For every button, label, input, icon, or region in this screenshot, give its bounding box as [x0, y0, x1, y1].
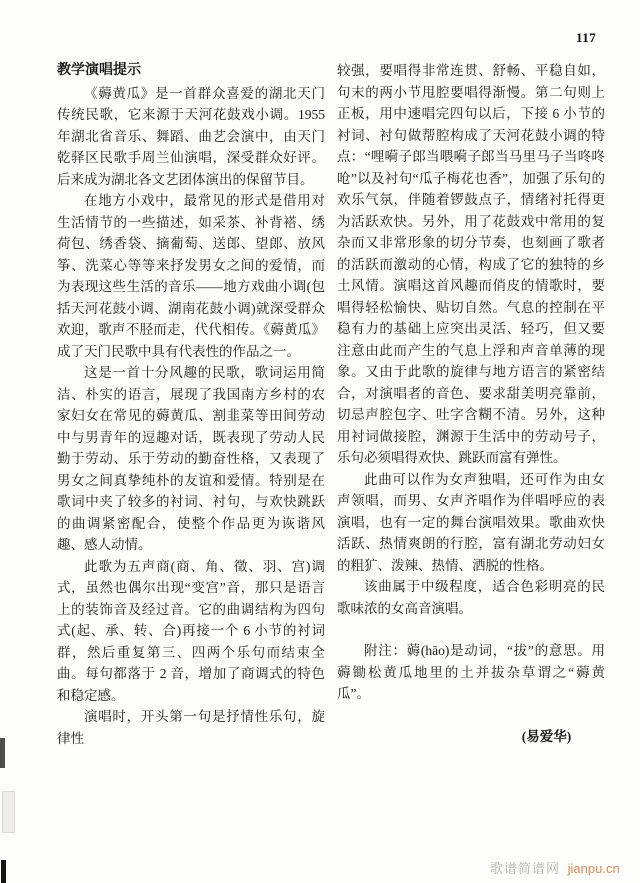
annotation-note: 附注：薅(hāo)是动词，“拔”的意思。用薅锄松黄瓜地里的土并拔杂草谓之“薅黄瓜”。 — [337, 643, 605, 701]
paragraph: 这是一首十分风趣的民歌，歌词运用简洁、朴实的语言，展现了我国南方乡村的农家妇女在常见的薅黄瓜、割韭菜等田间劳动中与男青年的逗趣对话，既表现了劳动人民勤于劳动、乐于劳动的勤奋性格，又表现了男女之间真挚纯朴的友谊和爱情。特别是在歌词中夹了较多的衬词、衬句，与欢快跳跃的曲调紧密配合，使整个作品更为诙谐风趣、感人动情。 — [57, 365, 325, 552]
right-text-column — [337, 60, 605, 747]
watermark-site-url: jianpu.cn — [567, 861, 620, 876]
paragraph: 演唱时，开头第一句是抒情性乐句，旋律性 — [57, 709, 325, 746]
scan-artifact-black-bar — [1, 860, 6, 883]
paragraph: 此曲可以作为女声独唱，还可作为由女声领唱，而男、女声齐唱作为伴唱呼应的表演唱，也有一定的舞台演唱效果。歌曲欢快活跃、热情爽朗的行腔，富有湖北劳动妇女的粗犷、泼辣、热情、洒脱的性格。 — [337, 471, 605, 573]
paragraph: 《薅黄瓜》是一首群众喜爱的湖北天门传统民歌，它来源于天河花鼓戏小调。1955 年湖北省音乐、舞蹈、曲艺会演中，由天门乾驿区民歌手周兰仙演唱，深受群众好评。后来成为湖北各文艺团体演出的保留节目。 — [57, 85, 325, 187]
paragraph: 该曲属于中级程度，适合色彩明亮的民歌味浓的女高音演唱。 — [337, 579, 605, 616]
watermark-site-name: 歌谱简谱网 — [490, 861, 561, 876]
author-signature: (易爱华) — [521, 728, 572, 744]
scan-artifact-smudge — [2, 791, 15, 833]
paragraph: 此歌为五声商(商、角、徵、羽、宫)调式，虽然也偶尔出现“变宫”音，那只是语言上的装饰音及经过音。它的曲调结构为四句式(起、承、转、合)再接一个 6 小节的衬词群，然后重复第三、四两个乐句而结束全曲。每句都落于 2 音，增加了商调式的特色和稳定感。 — [57, 558, 325, 703]
page-number: 117 — [576, 30, 597, 45]
left-text-column — [57, 60, 325, 749]
section-heading: 教学演唱提示 — [57, 63, 141, 78]
scan-artifact-dark-bar — [0, 738, 5, 768]
paragraph: 在地方小戏中，最常见的形式是借用对生活情节的一些描述，如采茶、补背褡、绣荷包、绣香袋、摘葡萄、送郎、望郎、放风筝、洗菜心等等来抒发男女之间的爱情，而为表现这些生活的音乐——地方戏曲小调(包括天河花鼓小调、湖南花鼓小调)就深受群众欢迎，歌声不胫而走，代代相传。《薅黄瓜》成了天门民歌中具有代表性的作品之一。 — [57, 193, 325, 359]
site-watermark — [490, 858, 620, 877]
paragraph-continuation: 较强，要唱得非常连贯、舒畅、平稳自如，句末的两小节甩腔要唱得渐慢。第二句则上正板，用中速唱完四句以后，下接 6 小节的衬词、衬句做帮腔构成了天河花鼓小调的特点：“哩嗬子郎当喂嗬子郎当马里马子当咚咚呛”以及衬句“瓜子梅花也香”，加强了乐句的欢乐气氛，伴随着锣鼓点子，情绪衬托得更为活跃欢快。另外，用了花鼓戏中常用的复杂而又非常形象的切分节奏，也刻画了歌者的活跃而激动的心情，构成了它的独特的乡土风情。演唱这首风趣而俏皮的情歌时，要唱得轻松愉快、贴切自然。气息的控制在平稳有力的基础上应突出灵活、轻巧，但又要注意由此而产生的气息上浮和声音单薄的现象。又由于此歌的旋律与地方语言的紧密结合，对演唱者的音色、要求甜美明亮靠前，切忌声腔包字、吐字含糊不清。另外，这种用衬词做接腔，渊源于生活中的劳动号子，乐句必须唱得欢快、跳跃而富有弹性。 — [337, 63, 605, 465]
